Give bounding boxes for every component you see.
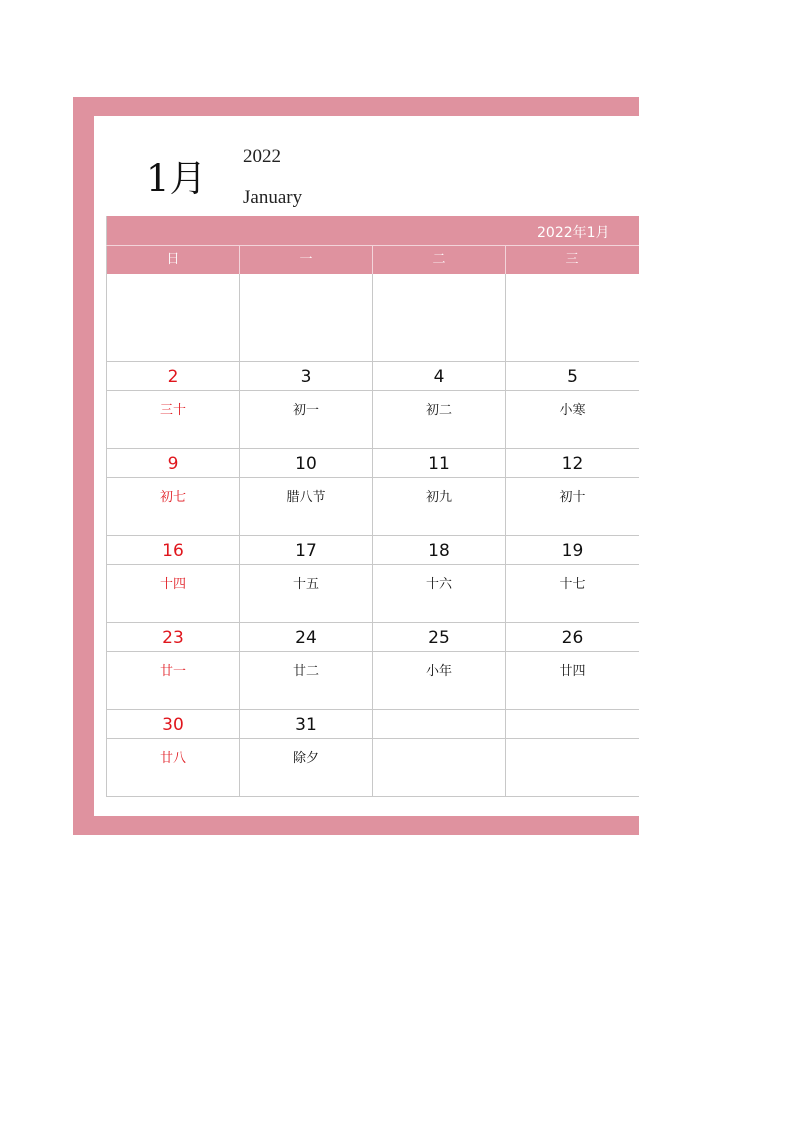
day-number <box>506 710 639 739</box>
month-title: 1月 <box>146 157 207 200</box>
calendar-title-bar <box>106 216 639 245</box>
day-number: 10 <box>240 449 372 478</box>
calendar-day-cell <box>506 623 639 709</box>
day-number: 2 <box>107 362 239 391</box>
calendar-day-cell <box>506 449 639 535</box>
calendar-day-cell <box>240 710 373 796</box>
calendar-day-cell <box>373 710 506 796</box>
calendar-cell-empty <box>506 274 639 361</box>
lunar-date: 十七 <box>559 577 586 592</box>
weekday-sun: 日 <box>106 246 239 274</box>
day-number: 4 <box>373 362 505 391</box>
calendar-day-cell <box>240 362 373 448</box>
lunar-date: 小年 <box>425 664 452 679</box>
day-number: 19 <box>506 536 639 565</box>
lunar-date: 廿八 <box>159 751 186 766</box>
calendar-day-cell <box>107 623 240 709</box>
calendar-cell-empty <box>240 274 373 361</box>
calendar <box>106 216 639 797</box>
lunar-date: 十五 <box>292 577 319 592</box>
lunar-date: 廿四 <box>559 664 586 679</box>
lunar-date: 初一 <box>292 403 319 418</box>
day-number: 25 <box>373 623 505 652</box>
day-number: 11 <box>373 449 505 478</box>
lunar-date <box>506 739 639 747</box>
lunar-date: 除夕 <box>292 751 319 766</box>
day-number: 18 <box>373 536 505 565</box>
day-number: 3 <box>240 362 372 391</box>
lunar-date: 初十 <box>559 490 586 505</box>
calendar-week <box>107 448 639 535</box>
day-number: 9 <box>107 449 239 478</box>
lunar-date: 初九 <box>425 490 452 505</box>
calendar-grid <box>106 274 639 797</box>
calendar-cell-empty <box>373 274 506 361</box>
day-number: 30 <box>107 710 239 739</box>
calendar-day-cell <box>240 536 373 622</box>
calendar-day-cell <box>240 623 373 709</box>
lunar-date: 十六 <box>425 577 452 592</box>
day-number: 31 <box>240 710 372 739</box>
calendar-day-cell <box>107 449 240 535</box>
lunar-date: 小寒 <box>559 403 586 418</box>
day-number <box>373 710 505 739</box>
day-number: 24 <box>240 623 372 652</box>
day-number: 23 <box>107 623 239 652</box>
lunar-date: 初二 <box>425 403 452 418</box>
lunar-date: 十四 <box>159 577 186 592</box>
calendar-week <box>107 622 639 709</box>
weekday-header <box>106 245 639 274</box>
day-number: 26 <box>506 623 639 652</box>
lunar-date: 廿二 <box>292 664 319 679</box>
lunar-date: 初七 <box>159 490 186 505</box>
weekday-wed: 三 <box>505 246 638 274</box>
calendar-cell-empty <box>107 274 240 361</box>
lunar-date: 廿一 <box>159 664 186 679</box>
day-number: 12 <box>506 449 639 478</box>
calendar-title: 2022年1月 <box>537 225 610 241</box>
lunar-date: 腊八节 <box>286 490 326 505</box>
calendar-day-cell <box>107 710 240 796</box>
calendar-day-cell <box>506 536 639 622</box>
day-number: 16 <box>107 536 239 565</box>
calendar-day-cell <box>373 536 506 622</box>
day-number: 17 <box>240 536 372 565</box>
calendar-day-cell <box>373 362 506 448</box>
weekday-mon: 一 <box>239 246 372 274</box>
month-english-label: January <box>243 187 303 208</box>
calendar-week <box>107 361 639 448</box>
year-label: 2022 <box>243 146 281 167</box>
calendar-week <box>107 709 639 796</box>
day-number: 5 <box>506 362 639 391</box>
lunar-date: 三十 <box>159 403 186 418</box>
lunar-date <box>373 739 505 747</box>
calendar-day-cell <box>107 536 240 622</box>
calendar-day-cell <box>240 449 373 535</box>
calendar-week <box>107 535 639 622</box>
calendar-day-cell <box>373 449 506 535</box>
calendar-week-empty <box>107 274 639 361</box>
weekday-tue: 二 <box>372 246 505 274</box>
calendar-day-cell <box>107 362 240 448</box>
calendar-day-cell <box>506 710 639 796</box>
calendar-day-cell <box>506 362 639 448</box>
calendar-day-cell <box>373 623 506 709</box>
